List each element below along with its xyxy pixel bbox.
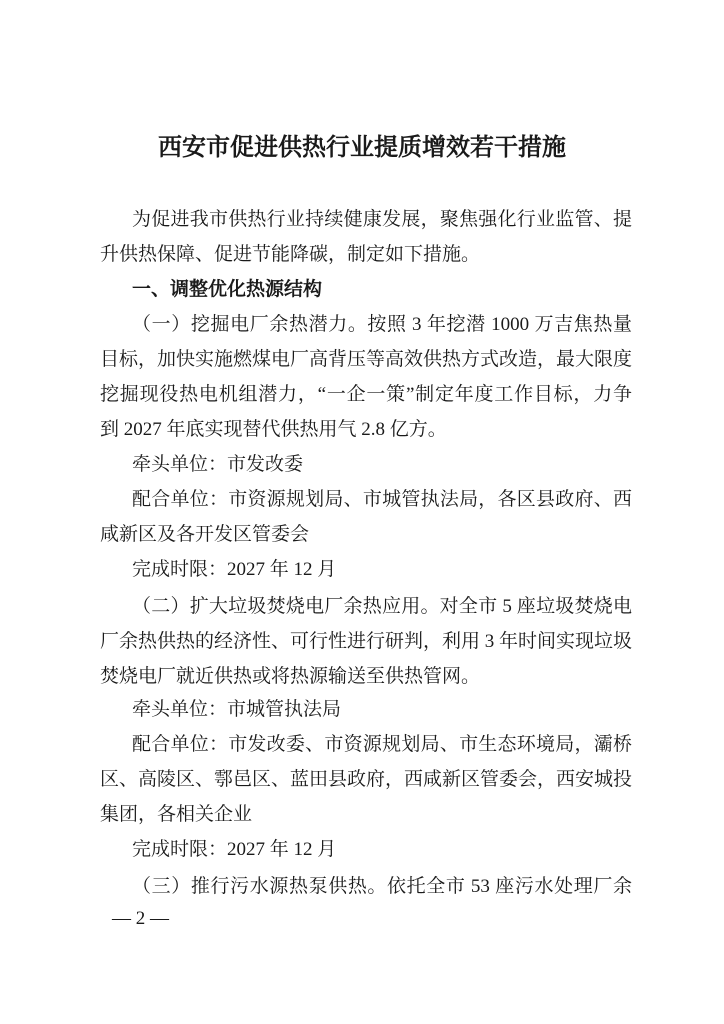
paragraph-line: 焚烧电厂就近供热或将热源输送至供热管网。 xyxy=(100,666,481,687)
section-heading: 一、调整优化热源结构 xyxy=(132,279,323,300)
cooperating-units: 配合单位：市发改委、市资源规划局、市生态环境局，灞桥 xyxy=(132,734,632,755)
paragraph-line: 升供热保障、促进节能降碳，制定如下措施。 xyxy=(100,244,481,265)
page-number: — 2 — xyxy=(112,908,169,929)
paragraph-line: 为促进我市供热行业持续健康发展，聚焦强化行业监管、提 xyxy=(132,209,632,230)
paragraph-line: （三）推行污水源热泵供热。依托全市 53 座污水处理厂余 xyxy=(132,876,632,897)
paragraph-line: 挖掘现役热电机组潜力，“一企一策”制定年度工作目标，力争 xyxy=(100,384,632,405)
document-title: 西安市促进供热行业提质增效若干措施 xyxy=(158,135,566,161)
deadline: 完成时限：2027 年 12 月 xyxy=(132,839,337,860)
cooperating-units: 咸新区及各开发区管委会 xyxy=(100,524,310,545)
cooperating-units: 集团，各相关企业 xyxy=(100,804,253,825)
paragraph-line: 目标，加快实施燃煤电厂高背压等高效供热方式改造，最大限度 xyxy=(100,349,633,370)
paragraph-line: 厂余热供热的经济性、可行性进行研判，利用 3 年时间实现垃圾 xyxy=(100,631,633,652)
paragraph-line: （二）扩大垃圾焚烧电厂余热应用。对全市 5 座垃圾焚烧电 xyxy=(132,596,632,617)
deadline: 完成时限：2027 年 12 月 xyxy=(132,559,337,580)
lead-unit: 牵头单位：市发改委 xyxy=(132,454,304,475)
paragraph-line: （一）挖掘电厂余热潜力。按照 3 年挖潜 1000 万吉焦热量 xyxy=(132,314,632,335)
cooperating-units: 配合单位：市资源规划局、市城管执法局，各区县政府、西 xyxy=(132,489,632,510)
cooperating-units: 区、高陵区、鄠邑区、蓝田县政府，西咸新区管委会，西安城投 xyxy=(100,769,633,790)
lead-unit: 牵头单位：市城管执法局 xyxy=(132,699,342,720)
paragraph-line: 到 2027 年底实现替代供热用气 2.8 亿方。 xyxy=(100,419,447,440)
